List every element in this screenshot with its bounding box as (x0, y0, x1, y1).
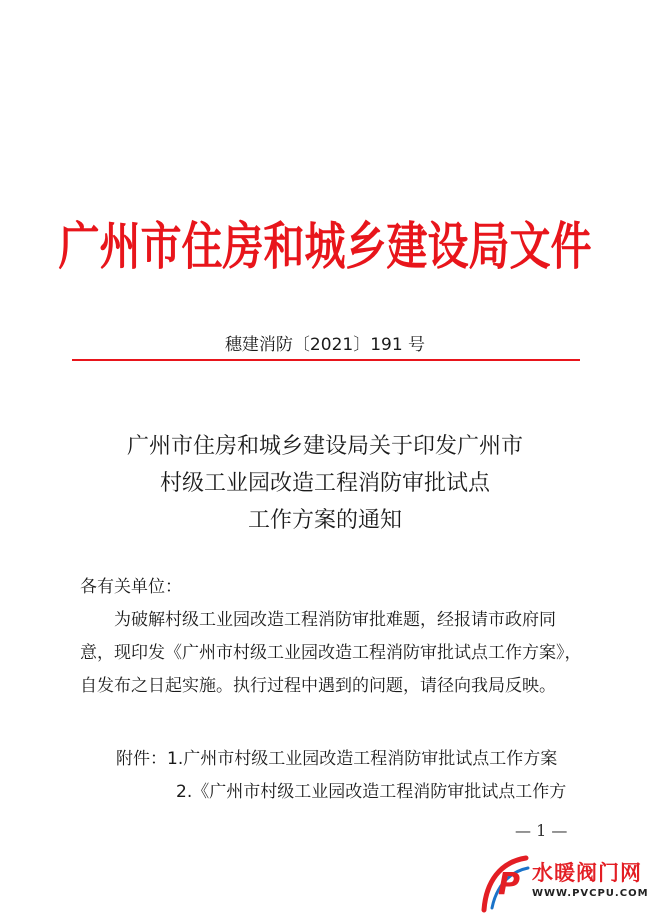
site-watermark (478, 852, 649, 914)
body-line: 自发布之日起实施。执行过程中遇到的问题，请径向我局反映。 (80, 676, 556, 696)
issuer-red-header: 广州市住房和城乡建设局文件 (58, 216, 592, 277)
salutation: 各有关单位： (80, 577, 182, 597)
body-line: 意，现印发《广州市村级工业园改造工程消防审批试点工作方案》， (80, 643, 582, 663)
page-number: — 1 — (515, 821, 568, 840)
attachments-list (80, 743, 580, 809)
body-line: 为破解村级工业园改造工程消防审批难题，经报请市政府同 (114, 610, 556, 630)
notice-body (80, 604, 580, 703)
watermark-site-name: 水暖阀门网 (532, 861, 642, 885)
attachment-item: 附件：1.广州市村级工业园改造工程消防审批试点工作方案 (116, 749, 558, 769)
document-number: 穗建消防〔2021〕191 号 (224, 335, 426, 355)
attachment-item: 2.《广州市村级工业园改造工程消防审批试点工作方 (176, 782, 567, 802)
watermark-logo-icon (478, 852, 534, 914)
red-divider-line (72, 359, 580, 361)
title-line: 工作方案的通知 (247, 508, 402, 533)
title-line: 村级工业园改造工程消防审批试点 (159, 471, 490, 496)
watermark-site-url: WWW.PVCPU.COM (532, 888, 649, 899)
notice-title (0, 428, 650, 539)
watermark-logo-letter: P (498, 867, 520, 902)
title-line: 广州市住房和城乡建设局关于印发广州市 (126, 434, 523, 459)
